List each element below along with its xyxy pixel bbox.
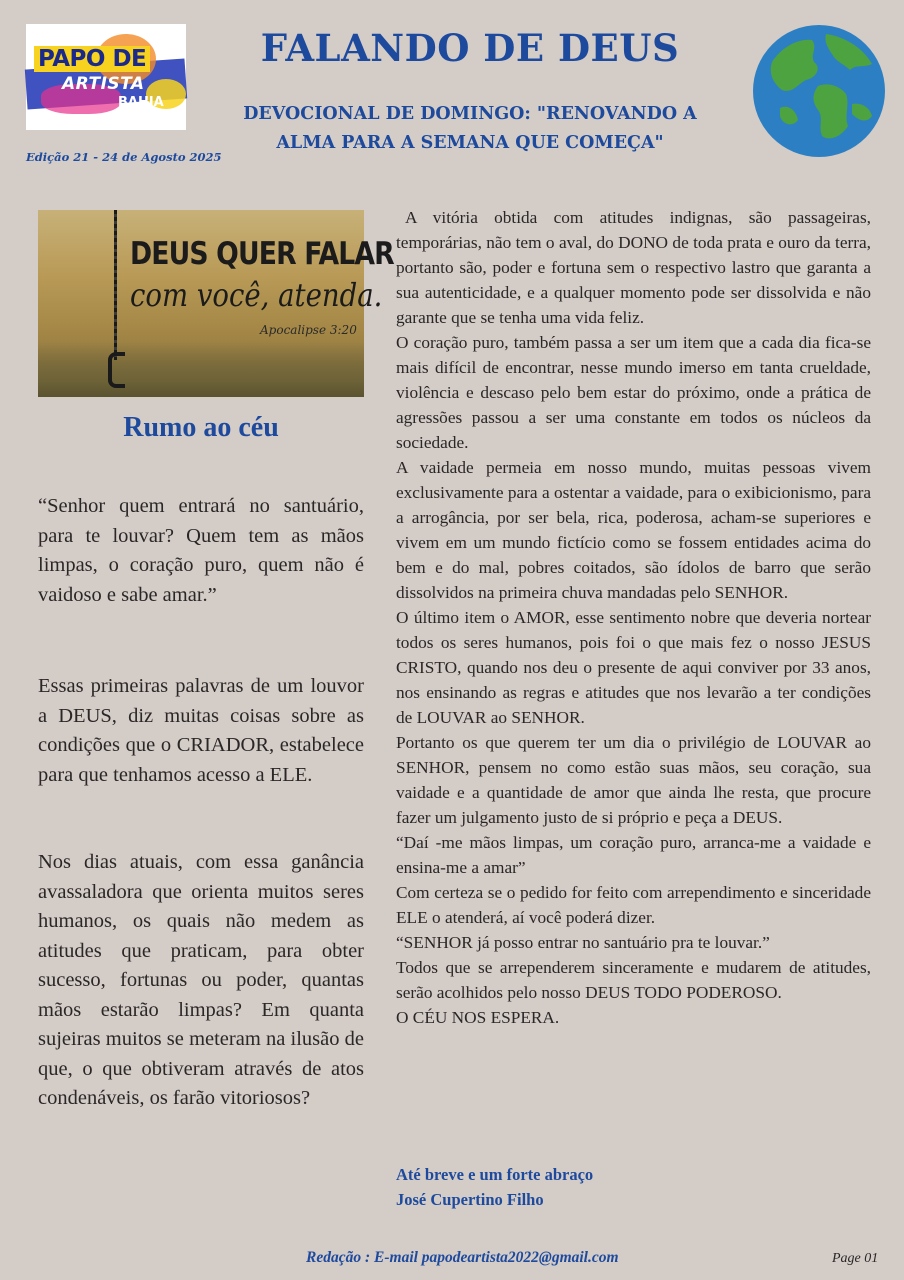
globe-icon	[752, 24, 886, 158]
right-paragraph: Todos que se arrependerem sinceramente e mudarem de atitudes, serão acolhidos pelo nosso DEUS TODO PODEROSO.	[396, 958, 871, 1002]
article-right-column	[396, 205, 871, 1030]
logo-text-line2: ARTISTA	[62, 74, 145, 94]
page-subtitle	[224, 100, 716, 158]
right-paragraph: “SENHOR já posso entrar no santuário pra te louvar.”	[396, 933, 770, 952]
author-name: José Cupertino Filho	[396, 1190, 544, 1209]
phone-cord	[114, 210, 117, 360]
right-paragraph: O último item o AMOR, esse sentimento nobre que deveria nortear todos os seres humanos, pois foi o que mais fez o nosso JESUS CRISTO, quando nos deu o presente de aqui conviver por 33 anos, nos ensinando as regras e atitudes que nos levarão a ter condições de LOUVAR ao SENHOR.	[396, 608, 871, 727]
subtitle-line-2: ALMA PARA A SEMANA QUE COMEÇA"	[276, 133, 664, 153]
left-paragraph: Essas primeiras palavras de um louvor a DEUS, diz muitas coisas sobre as condições que o CRIADOR, estabelece para que tenhamos acesso a ELE.	[38, 675, 364, 786]
right-paragraph: Com certeza se o pedido for feito com arrependimento e sinceridade ELE o atenderá, aí você poderá dizer.	[396, 883, 871, 927]
logo-text-line3: BAHIA	[118, 95, 164, 110]
left-paragraph: “Senhor quem entrará no santuário, para te louvar? Quem tem as mãos limpas, o coração puro, quem não é vaidoso e sabe amar.”	[38, 495, 364, 606]
left-paragraph: Nos dias atuais, com essa ganância avassaladora que orienta muitos seres humanos, os quais não medem as atitudes que praticam, para obter sucesso, fortunas ou poder, quantas mãos estarão limpas? Em quanta sujeiras muitos se meteram na ilusão de que, o que obtiveram através de atos condenáveis, os farão vitoriosos?	[38, 851, 364, 1109]
article-signoff	[396, 1162, 593, 1212]
right-paragraph: “Daí -me mãos limpas, um coração puro, arranca-me a vaidade e ensina-me a amar”	[396, 833, 871, 877]
subtitle-line-1: DEVOCIONAL DE DOMINGO: "RENOVANDO A	[243, 104, 697, 124]
signoff-greeting: Até breve e um forte abraço	[396, 1165, 594, 1184]
right-paragraph: O CÉU NOS ESPERA.	[396, 1008, 560, 1027]
article-heading: Rumo ao céu	[123, 412, 279, 443]
logo-text-line1: PAPO DE	[34, 46, 150, 72]
right-paragraph: O coração puro, também passa a ser um item que a cada dia fica-se mais difícil de encontrar, nesse mundo imerso em tanta crueldade, violência e descaso pelo bem estar do próximo, onde a prática de agressões passou a ser uma constante em todos os núcleos da sociedade.	[396, 333, 871, 452]
right-paragraph: A vaidade permeia em nosso mundo, muitas pessoas vivem exclusivamente para a ostentar a vaidade, para o exibicionismo, para a arrogância, por ser bela, rica, poderosa, acham-se superiores e vivem em um mundo fictício como se fossem entidades acima do bem e do mal, pobres coitados, são ídolos de barro que serão dissolvidos na primeira chuva mandadas pelo SENHOR.	[396, 458, 871, 602]
right-paragraph: Portanto os que querem ter um dia o privilégio de LOUVAR ao SENHOR, pensem no como estão suas mãos, seu coração, sua vaidade e a quantidade de amor que ainda lhe resta, que procure fazer um julgamento justo de si próprio e peça a DEUS.	[396, 733, 871, 827]
page-title: FALANDO DE DEUS	[260, 26, 680, 70]
image-text-line2: com você, atenda.	[130, 276, 383, 314]
brand-logo	[26, 24, 186, 130]
right-paragraph: A vitória obtida com atitudes indignas, são passageiras, temporárias, não tem o aval, do DONO de toda prata e ouro da terra, portanto são, poder e fortuna sem o respectivo lastro que garanta a sua autenticidade, e a qualquer momento pode ser dissolvida e não garante que se tenha uma vida feliz.	[396, 208, 871, 327]
edition-date: Edição 21 - 24 de Agosto 2025	[26, 150, 222, 164]
footer-contact: Redação : E-mail papodeartista2022@gmail.com	[306, 1249, 619, 1266]
image-text-reference: Apocalipse 3:20	[260, 323, 357, 337]
devotional-image	[38, 210, 394, 397]
image-text-line1: DEUS QUER FALAR	[130, 236, 394, 272]
page-number: Page 01	[832, 1251, 879, 1266]
phone-receiver-icon	[108, 352, 125, 388]
